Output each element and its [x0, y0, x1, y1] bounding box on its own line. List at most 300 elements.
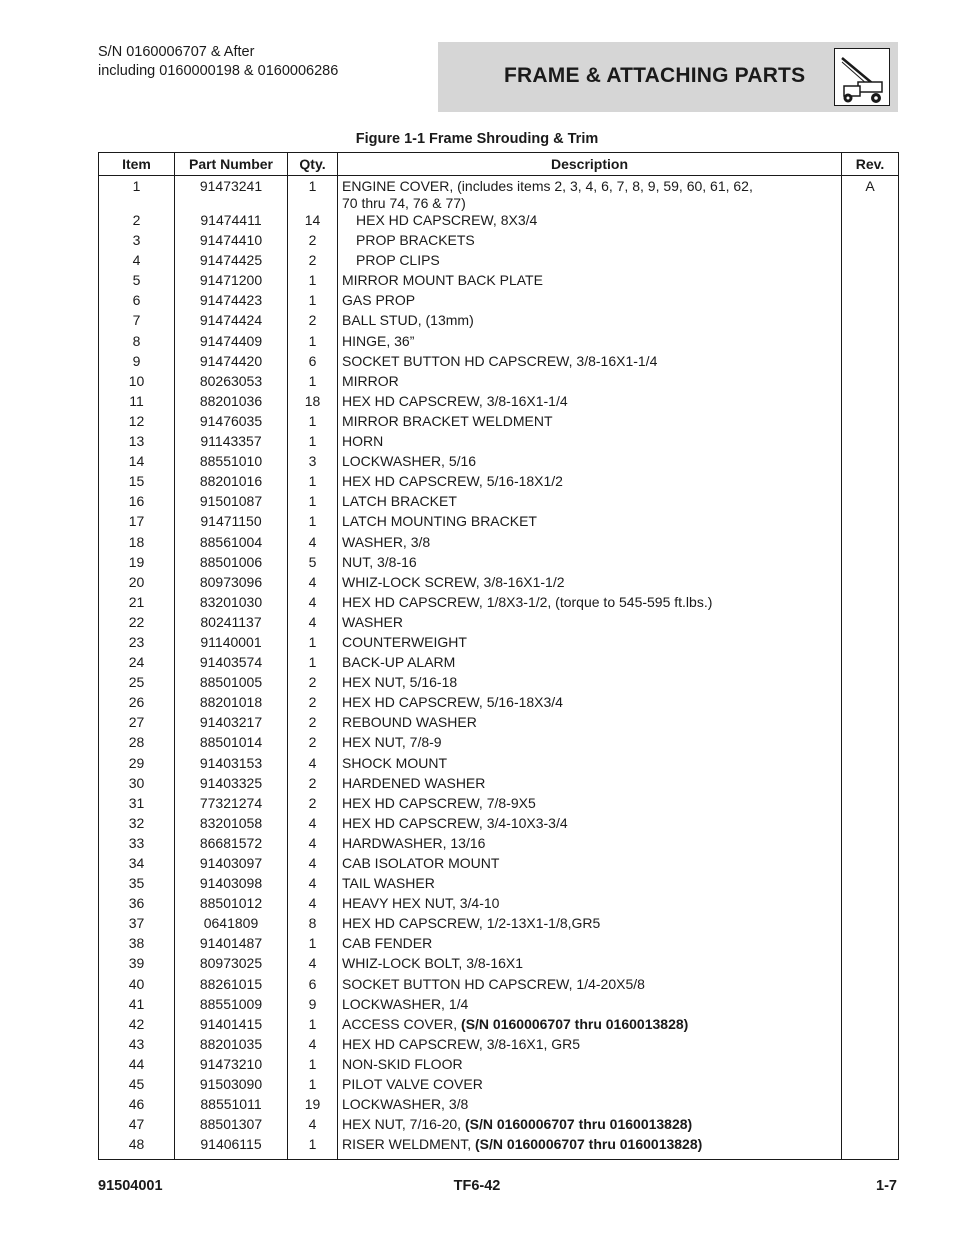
rev-cell [842, 333, 899, 353]
description-cell [338, 815, 842, 835]
description-cell [338, 212, 842, 232]
qty-cell: 1 [288, 634, 338, 654]
qty-cell: 4 [288, 1116, 338, 1136]
description-cell [338, 1096, 842, 1116]
item-cell: 6 [99, 292, 175, 312]
rev-cell [842, 755, 899, 775]
description-text [342, 835, 841, 852]
item-cell: 46 [99, 1096, 175, 1116]
description-label: HEX HD CAPSCREW, 3/8-16X1-1/4 [342, 392, 568, 409]
rev-cell [842, 614, 899, 634]
description-text [342, 775, 841, 792]
rev-cell [842, 855, 899, 875]
table-row [99, 815, 899, 835]
description-text [342, 614, 841, 631]
item-cell: 19 [99, 554, 175, 574]
description-label: LOCKWASHER, 5/16 [342, 453, 477, 470]
table-row [99, 594, 899, 614]
description-text [342, 413, 841, 430]
description-text [342, 232, 841, 249]
table-row [99, 433, 899, 453]
part-number-cell: 88501014 [175, 734, 288, 754]
part-number-cell: 91143357 [175, 433, 288, 453]
table-header-row [99, 153, 899, 176]
description-cell [338, 292, 842, 312]
table-row [99, 775, 899, 795]
col-description-header: Description [338, 153, 842, 176]
table-row [99, 755, 899, 775]
description-label: HEX NUT, 7/8-9 [342, 734, 442, 751]
part-number-cell: 83201058 [175, 815, 288, 835]
item-cell: 5 [99, 272, 175, 292]
col-rev-header: Rev. [842, 153, 899, 176]
qty-cell: 2 [288, 714, 338, 734]
rev-cell [842, 413, 899, 433]
item-cell: 43 [99, 1036, 175, 1056]
part-number-cell: 91501087 [175, 493, 288, 513]
qty-cell: 1 [288, 1056, 338, 1076]
item-cell: 11 [99, 393, 175, 413]
description-text [342, 353, 841, 370]
rev-cell [842, 795, 899, 815]
description-text [342, 955, 841, 972]
item-cell: 35 [99, 875, 175, 895]
part-number-cell: 91503090 [175, 1076, 288, 1096]
rev-cell [842, 513, 899, 533]
table-row [99, 212, 899, 232]
rev-cell [842, 373, 899, 393]
table-row [99, 654, 899, 674]
description-text [342, 1116, 841, 1133]
description-text [342, 1136, 841, 1153]
rev-cell: A [842, 176, 899, 213]
table-row [99, 1116, 899, 1136]
item-cell: 34 [99, 855, 175, 875]
qty-cell: 4 [288, 835, 338, 855]
part-number-cell: 88201035 [175, 1036, 288, 1056]
rev-cell [842, 1056, 899, 1076]
description-cell [338, 393, 842, 413]
description-cell [338, 1016, 842, 1036]
item-cell: 16 [99, 493, 175, 513]
part-number-cell: 91473210 [175, 1056, 288, 1076]
table-row [99, 694, 899, 714]
rev-cell [842, 292, 899, 312]
table-row [99, 976, 899, 996]
description-text [342, 373, 841, 390]
rev-cell [842, 453, 899, 473]
description-label: CAB ISOLATOR MOUNT [342, 855, 500, 871]
table-row [99, 935, 899, 955]
part-number-cell: 80973096 [175, 574, 288, 594]
part-number-cell: 91140001 [175, 634, 288, 654]
part-number-cell: 91401487 [175, 935, 288, 955]
qty-cell: 2 [288, 775, 338, 795]
description-text [342, 895, 841, 912]
description-text [342, 915, 841, 932]
description-cell [338, 734, 842, 754]
rev-cell [842, 272, 899, 292]
description-label: ENGINE COVER, (includes items 2, 3, 4, 6, 7, 8, 9, 59, 60, 61, 62, [342, 178, 753, 194]
item-cell: 12 [99, 413, 175, 433]
description-cell [338, 534, 842, 554]
item-cell: 22 [99, 614, 175, 634]
table-row [99, 473, 899, 493]
table-row [99, 453, 899, 473]
qty-cell: 4 [288, 875, 338, 895]
item-cell: 39 [99, 955, 175, 975]
item-cell: 32 [99, 815, 175, 835]
description-text [342, 493, 841, 510]
part-number-cell: 91474411 [175, 212, 288, 232]
machine-icon [834, 48, 890, 106]
description-text [342, 634, 841, 651]
description-label: MIRROR BRACKET WELDMENT [342, 412, 553, 429]
part-number-cell: 91471200 [175, 272, 288, 292]
rev-cell [842, 935, 899, 955]
qty-cell: 14 [288, 212, 338, 232]
part-number-cell: 88501012 [175, 895, 288, 915]
item-cell: 23 [99, 634, 175, 654]
item-cell: 45 [99, 1076, 175, 1096]
table-row [99, 176, 899, 213]
description-cell [338, 1136, 842, 1160]
item-cell: 2 [99, 212, 175, 232]
table-row [99, 1056, 899, 1076]
table-row [99, 734, 899, 754]
part-number-cell: 91474423 [175, 292, 288, 312]
item-cell: 37 [99, 915, 175, 935]
description-cell [338, 895, 842, 915]
description-label: HEAVY HEX NUT, 3/4-10 [342, 895, 500, 912]
item-cell: 18 [99, 534, 175, 554]
description-cell [338, 373, 842, 393]
item-cell: 44 [99, 1056, 175, 1076]
col-qty-header: Qty. [288, 153, 338, 176]
description-label: CAB FENDER [342, 935, 433, 952]
item-cell: 21 [99, 594, 175, 614]
description-cell [338, 996, 842, 1016]
item-cell: 20 [99, 574, 175, 594]
description-text [342, 554, 841, 571]
description-cell [338, 333, 842, 353]
qty-cell: 9 [288, 996, 338, 1016]
table-row [99, 714, 899, 734]
qty-cell: 1 [288, 413, 338, 433]
table-row [99, 955, 899, 975]
description-text [342, 976, 841, 993]
description-label: HEX HD CAPSCREW, 1/2-13X1-1/8,GR5 [342, 915, 601, 932]
rev-cell [842, 714, 899, 734]
description-label: COUNTERWEIGHT [342, 633, 467, 650]
qty-cell: 19 [288, 1096, 338, 1116]
parts-table [98, 152, 899, 1160]
description-label: SHOCK MOUNT [342, 754, 447, 771]
description-label: TAIL WASHER [342, 875, 435, 892]
table-row [99, 614, 899, 634]
qty-cell: 2 [288, 694, 338, 714]
description-label: MIRROR MOUNT BACK PLATE [342, 272, 543, 289]
part-number-cell: 88561004 [175, 534, 288, 554]
table-row [99, 373, 899, 393]
rev-cell [842, 895, 899, 915]
description-text [342, 734, 841, 751]
table-row [99, 574, 899, 594]
item-cell: 7 [99, 312, 175, 332]
table-row [99, 312, 899, 332]
description-label: RISER WELDMENT, [342, 1136, 476, 1153]
description-text [342, 1036, 841, 1053]
rev-cell [842, 875, 899, 895]
description-label: HEX HD CAPSCREW, 3/8-16X1, GR5 [342, 1035, 581, 1052]
table-row [99, 895, 899, 915]
part-number-cell: 91401415 [175, 1016, 288, 1036]
qty-cell: 1 [288, 654, 338, 674]
item-cell: 15 [99, 473, 175, 493]
item-cell: 47 [99, 1116, 175, 1136]
footer-model: TF6-42 [453, 1178, 501, 1194]
qty-cell: 1 [288, 1136, 338, 1160]
item-cell: 14 [99, 453, 175, 473]
rev-cell [842, 694, 899, 714]
description-text [342, 252, 841, 269]
rev-cell [842, 353, 899, 373]
rev-cell [842, 232, 899, 252]
qty-cell: 4 [288, 1036, 338, 1056]
qty-cell: 4 [288, 955, 338, 975]
part-number-cell: 80973025 [175, 955, 288, 975]
qty-cell: 3 [288, 453, 338, 473]
description-cell [338, 1036, 842, 1056]
part-number-cell: 91403574 [175, 654, 288, 674]
description-label: GAS PROP [342, 292, 416, 309]
description-label: WHIZ-LOCK BOLT, 3/8-16X1 [342, 955, 524, 972]
sn-line-2: including 0160000198 & 0160006286 [98, 63, 339, 79]
part-number-cell: 91403153 [175, 755, 288, 775]
qty-cell: 1 [288, 176, 338, 213]
table-row [99, 534, 899, 554]
description-text [342, 674, 841, 691]
part-number-cell: 91474409 [175, 333, 288, 353]
description-text [342, 815, 841, 832]
col-item-header: Item [99, 153, 175, 176]
description-text [342, 855, 841, 872]
part-number-cell: 91403097 [175, 855, 288, 875]
description-label: HEX HD CAPSCREW, 7/8-9X5 [342, 794, 536, 811]
table-row [99, 1016, 899, 1036]
qty-cell: 6 [288, 353, 338, 373]
item-cell: 38 [99, 935, 175, 955]
qty-cell: 4 [288, 855, 338, 875]
description-label: LOCKWASHER, 3/8 [342, 1096, 469, 1113]
item-cell: 33 [99, 835, 175, 855]
item-cell: 29 [99, 755, 175, 775]
part-number-cell: 91406115 [175, 1136, 288, 1160]
item-cell: 36 [99, 895, 175, 915]
qty-cell: 2 [288, 674, 338, 694]
description-label: REBOUND WASHER [342, 714, 477, 731]
description-text [342, 212, 841, 229]
qty-cell: 1 [288, 1076, 338, 1096]
description-text [342, 1016, 841, 1033]
description-label: PROP CLIPS [356, 252, 440, 269]
table-row [99, 272, 899, 292]
item-cell: 4 [99, 252, 175, 272]
description-cell [338, 594, 842, 614]
part-number-cell: 91403217 [175, 714, 288, 734]
description-continuation: 70 thru 74, 76 & 77) [342, 195, 466, 211]
rev-cell [842, 393, 899, 413]
qty-cell: 2 [288, 795, 338, 815]
description-cell [338, 272, 842, 292]
description-cell [338, 554, 842, 574]
qty-cell: 2 [288, 312, 338, 332]
part-number-cell: 91474425 [175, 252, 288, 272]
description-label: PROP BRACKETS [356, 232, 475, 249]
item-cell: 9 [99, 353, 175, 373]
item-cell: 3 [99, 232, 175, 252]
rev-cell [842, 976, 899, 996]
description-cell [338, 915, 842, 935]
table-row [99, 915, 899, 935]
description-cell [338, 855, 842, 875]
part-number-cell: 91476035 [175, 413, 288, 433]
rev-cell [842, 312, 899, 332]
item-cell: 10 [99, 373, 175, 393]
table-row [99, 493, 899, 513]
description-text [342, 594, 841, 611]
description-label: HEX NUT, 5/16-18 [342, 674, 458, 691]
table-row [99, 875, 899, 895]
description-text [342, 1056, 841, 1073]
qty-cell: 8 [288, 915, 338, 935]
part-number-cell: 88501005 [175, 674, 288, 694]
item-cell: 8 [99, 333, 175, 353]
description-cell [338, 775, 842, 795]
part-number-cell: 86681572 [175, 835, 288, 855]
description-cell [338, 1076, 842, 1096]
item-cell: 42 [99, 1016, 175, 1036]
qty-cell: 1 [288, 433, 338, 453]
description-label: WASHER [342, 613, 403, 630]
description-cell [338, 453, 842, 473]
table-row [99, 795, 899, 815]
rev-cell [842, 734, 899, 754]
description-label: NON-SKID FLOOR [342, 1055, 463, 1072]
qty-cell: 1 [288, 292, 338, 312]
description-label: WHIZ-LOCK SCREW, 3/8-16X1-1/2 [342, 573, 565, 590]
table-row [99, 1076, 899, 1096]
description-text [342, 654, 841, 671]
description-label: SOCKET BUTTON HD CAPSCREW, 1/4-20X5/8 [342, 975, 645, 992]
part-number-cell: 83201030 [175, 594, 288, 614]
part-number-cell: 77321274 [175, 795, 288, 815]
rev-cell [842, 1096, 899, 1116]
rev-cell [842, 775, 899, 795]
serial-range-note: (S/N 0160006707 thru 0160013828) [475, 1136, 703, 1153]
description-cell [338, 614, 842, 634]
qty-cell: 1 [288, 493, 338, 513]
table-row [99, 1136, 899, 1160]
description-cell [338, 976, 842, 996]
description-text [342, 312, 841, 329]
parts-table-body [99, 176, 899, 1160]
rev-cell [842, 574, 899, 594]
rev-cell [842, 674, 899, 694]
item-cell: 30 [99, 775, 175, 795]
description-label: HEX HD CAPSCREW, 3/4-10X3-3/4 [342, 814, 568, 831]
rev-cell [842, 493, 899, 513]
footer-doc-number: 91504001 [98, 1178, 163, 1194]
description-text [342, 694, 841, 711]
description-cell [338, 835, 842, 855]
serial-number-note [98, 43, 338, 81]
part-number-cell: 91403098 [175, 875, 288, 895]
qty-cell: 4 [288, 755, 338, 775]
description-label: HEX HD CAPSCREW, 8X3/4 [356, 212, 538, 228]
description-cell [338, 312, 842, 332]
description-label: HEX HD CAPSCREW, 5/16-18X1/2 [342, 473, 563, 490]
description-label: HINGE, 36” [342, 332, 415, 349]
table-row [99, 333, 899, 353]
description-label: WASHER, 3/8 [342, 533, 431, 550]
qty-cell: 1 [288, 333, 338, 353]
item-cell: 24 [99, 654, 175, 674]
part-number-cell: 88551011 [175, 1096, 288, 1116]
table-row [99, 353, 899, 373]
part-number-cell: 88201036 [175, 393, 288, 413]
qty-cell: 2 [288, 252, 338, 272]
qty-cell: 18 [288, 393, 338, 413]
description-text [342, 272, 841, 289]
description-label: ACCESS COVER, [342, 1015, 462, 1032]
description-text [342, 292, 841, 309]
section-title: FRAME & ATTACHING PARTS [504, 64, 806, 87]
part-number-cell: 91473241 [175, 176, 288, 213]
item-cell: 17 [99, 513, 175, 533]
part-number-cell: 88551009 [175, 996, 288, 1016]
description-cell [338, 654, 842, 674]
part-number-cell: 88501006 [175, 554, 288, 574]
description-text [342, 333, 841, 350]
part-number-cell: 91474410 [175, 232, 288, 252]
qty-cell: 4 [288, 574, 338, 594]
description-cell [338, 955, 842, 975]
table-row [99, 855, 899, 875]
table-row [99, 292, 899, 312]
rev-cell [842, 433, 899, 453]
description-label: BALL STUD, (13mm) [342, 312, 474, 329]
item-cell: 27 [99, 714, 175, 734]
rev-cell [842, 915, 899, 935]
rev-cell [842, 1036, 899, 1056]
item-cell: 31 [99, 795, 175, 815]
part-number-cell: 80241137 [175, 614, 288, 634]
description-text [342, 534, 841, 551]
description-text [342, 433, 841, 450]
description-cell [338, 875, 842, 895]
table-row [99, 513, 899, 533]
qty-cell: 1 [288, 1016, 338, 1036]
description-label: SOCKET BUTTON HD CAPSCREW, 3/8-16X1-1/4 [342, 352, 658, 369]
item-cell: 48 [99, 1136, 175, 1160]
description-cell [338, 574, 842, 594]
description-text [342, 574, 841, 591]
table-row [99, 232, 899, 252]
rev-cell [842, 1116, 899, 1136]
part-number-cell: 88501307 [175, 1116, 288, 1136]
rev-cell [842, 1016, 899, 1036]
